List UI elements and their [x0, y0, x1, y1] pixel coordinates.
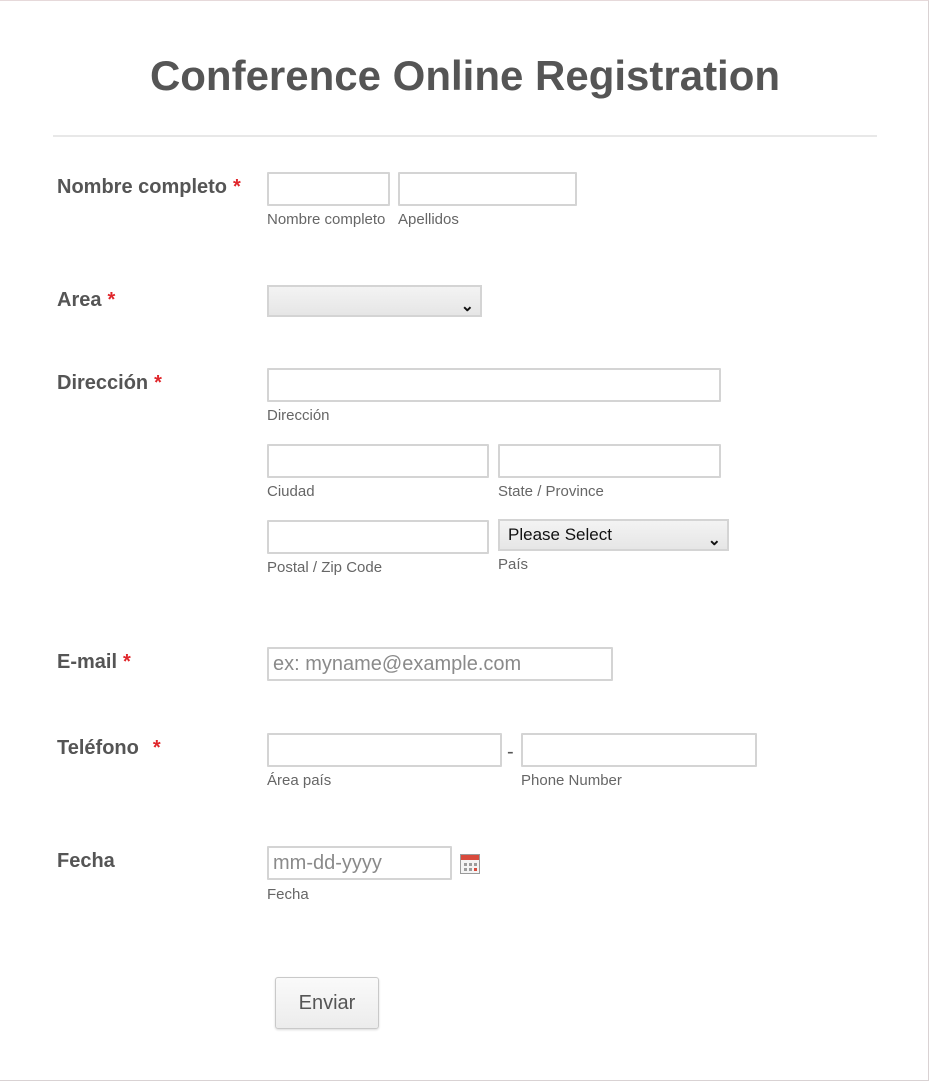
required-marker: * [152, 737, 161, 759]
state-province-sublabel: State / Province [498, 483, 604, 500]
area-label [57, 289, 115, 312]
calendar-icon-header [461, 855, 479, 860]
address-label [57, 372, 162, 395]
full-name-label [57, 176, 241, 199]
address-label-text: Dirección [57, 372, 149, 394]
postal-code-sublabel: Postal / Zip Code [267, 559, 383, 576]
country-sublabel: País [498, 556, 529, 573]
title-divider [53, 135, 877, 137]
first-name-input[interactable] [267, 172, 390, 206]
required-marker: * [154, 372, 162, 394]
email-label-text: E-mail [57, 651, 118, 673]
chevron-down-icon: ⌄ [460, 298, 474, 315]
calendar-icon[interactable] [460, 854, 480, 874]
country-select-value: Please Select [508, 525, 612, 544]
calendar-icon-cell [474, 863, 477, 866]
required-marker: * [107, 289, 116, 311]
chevron-down-icon: ⌄ [707, 532, 721, 549]
date-sublabel: Fecha [267, 886, 309, 903]
last-name-sublabel: Apellidos [398, 211, 459, 228]
state-province-input[interactable] [498, 444, 721, 478]
required-marker: * [123, 651, 131, 673]
date-input[interactable] [267, 846, 452, 880]
email-label [57, 651, 131, 674]
street-address-sublabel: Dirección [267, 407, 330, 424]
area-select[interactable] [267, 285, 482, 317]
calendar-icon-cell [474, 868, 477, 871]
postal-code-input[interactable] [267, 520, 489, 554]
street-address-input[interactable] [267, 368, 721, 402]
city-input[interactable] [267, 444, 489, 478]
required-marker: * [233, 176, 241, 198]
calendar-icon-cell [464, 863, 467, 866]
area-label-text: Area [57, 289, 102, 311]
calendar-icon-cell [469, 868, 472, 871]
country-select[interactable] [498, 519, 729, 551]
phone-area-input[interactable] [267, 733, 502, 767]
form-title: Conference Online Registration [149, 52, 781, 99]
calendar-icon-cell [464, 868, 467, 871]
phone-number-input[interactable] [521, 733, 757, 767]
phone-number-sublabel: Phone Number [521, 772, 622, 789]
city-sublabel: Ciudad [267, 483, 315, 500]
full-name-label-text: Nombre completo [57, 176, 228, 198]
first-name-sublabel: Nombre completo [267, 211, 386, 228]
phone-area-sublabel: Área país [267, 772, 332, 789]
last-name-input[interactable] [398, 172, 577, 206]
phone-label-text: Teléfono [57, 737, 139, 759]
submit-button[interactable]: Enviar [275, 977, 379, 1029]
date-label-text: Fecha [57, 850, 115, 872]
email-input[interactable] [267, 647, 613, 681]
calendar-icon-cell [469, 863, 472, 866]
phone-separator: - [507, 741, 514, 763]
phone-label [57, 737, 161, 760]
date-label [57, 850, 115, 873]
